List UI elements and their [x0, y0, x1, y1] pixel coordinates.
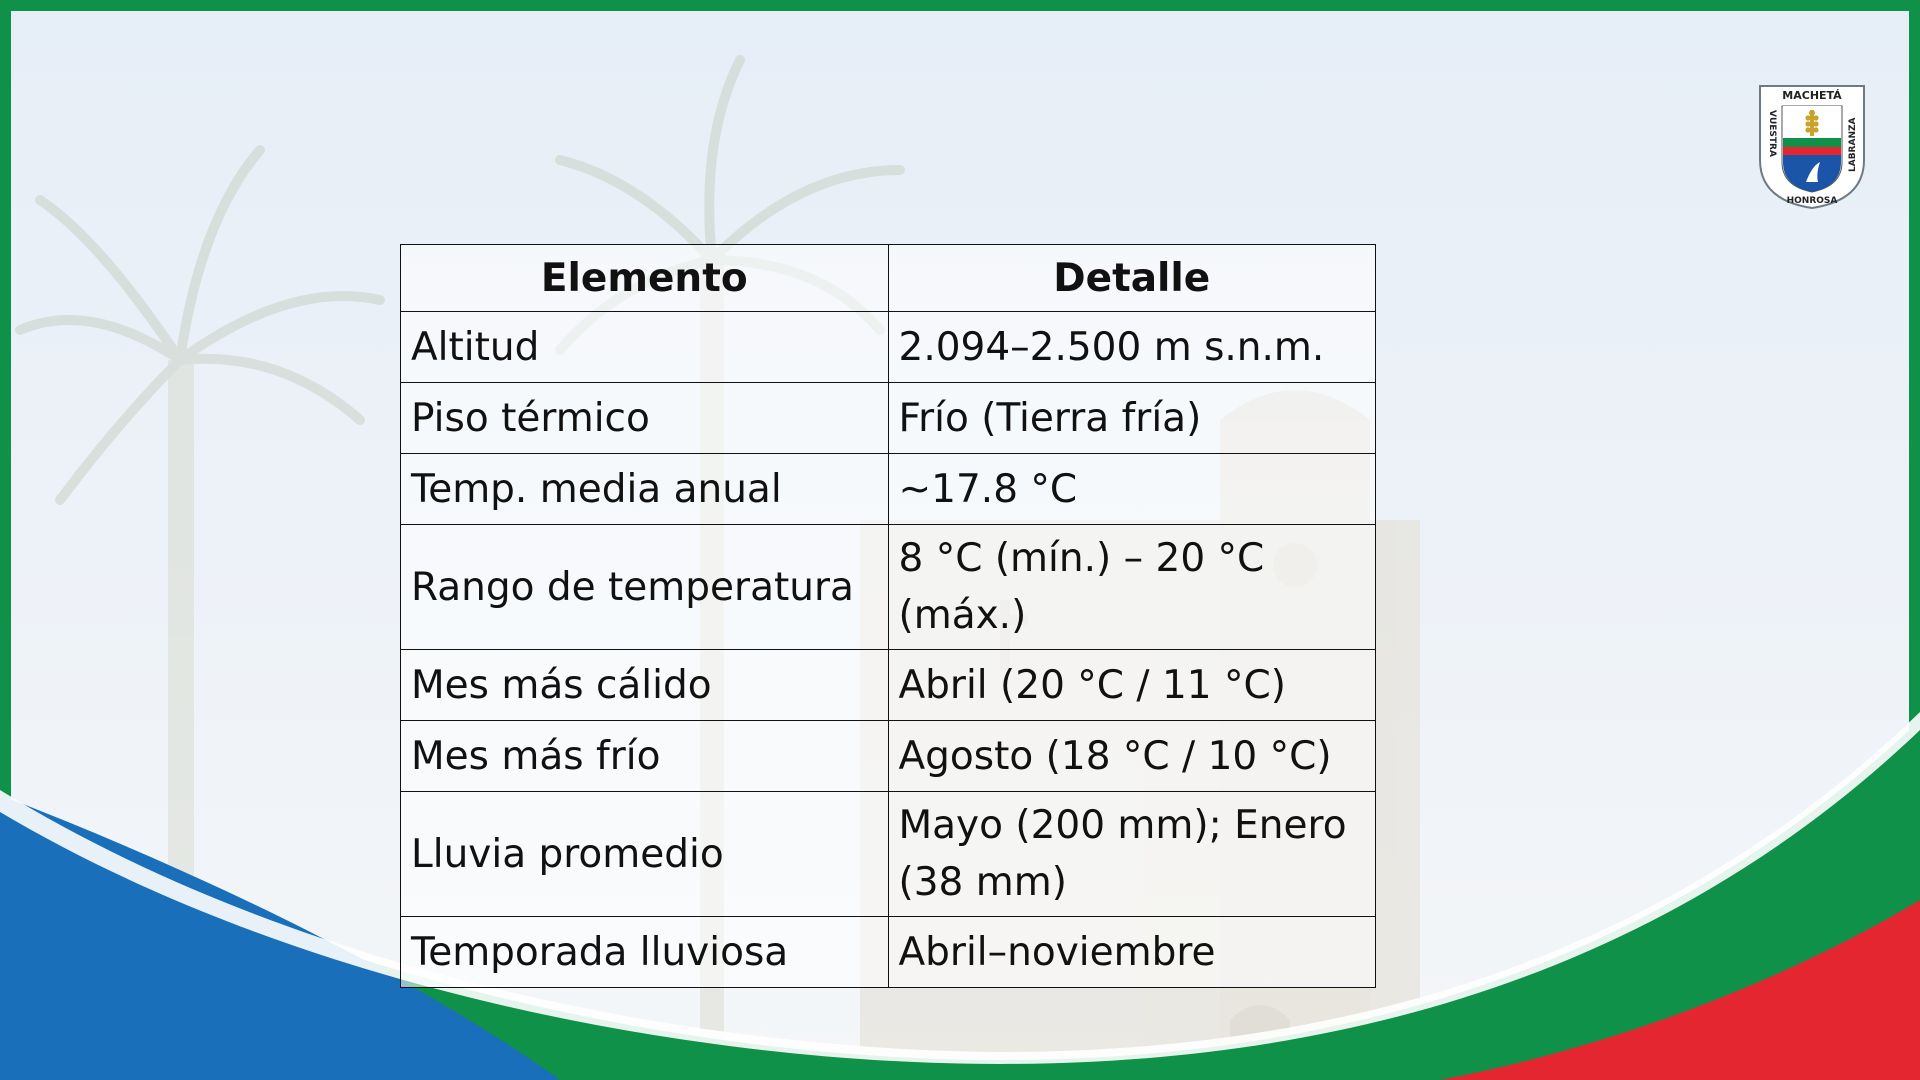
cell-detalle: 8 °C (mín.) – 20 °C (máx.)	[888, 525, 1376, 650]
municipal-shield-logo	[1756, 82, 1868, 212]
header-detalle: Detalle	[888, 245, 1376, 312]
cell-detalle: Abril (20 °C / 11 °C)	[888, 650, 1376, 721]
table-row	[401, 721, 1376, 792]
cell-detalle: 2.094–2.500 m s.n.m.	[888, 312, 1376, 383]
cell-detalle: Agosto (18 °C / 10 °C)	[888, 721, 1376, 792]
cell-elemento: Mes más frío	[401, 721, 889, 792]
logo-bottom-text: HONROSA	[1786, 196, 1838, 206]
cell-elemento: Temporada lluviosa	[401, 917, 889, 988]
table-row	[401, 383, 1376, 454]
table-row	[401, 525, 1376, 650]
shield-emblem-icon	[1756, 82, 1868, 212]
cell-elemento: Piso térmico	[401, 383, 889, 454]
cell-detalle: Mayo (200 mm); Enero (38 mm)	[888, 792, 1376, 917]
cell-detalle: Abril–noviembre	[888, 917, 1376, 988]
cell-elemento: Temp. media anual	[401, 454, 889, 525]
cell-elemento: Rango de temperatura	[401, 525, 889, 650]
table-row	[401, 650, 1376, 721]
logo-top-text: MACHETÁ	[1782, 89, 1842, 102]
climate-table	[400, 244, 1376, 988]
cell-detalle: ~17.8 °C	[888, 454, 1376, 525]
table-header-row	[401, 245, 1376, 312]
cell-elemento: Lluvia promedio	[401, 792, 889, 917]
table-row	[401, 454, 1376, 525]
table-row	[401, 917, 1376, 988]
cell-elemento: Mes más cálido	[401, 650, 889, 721]
logo-left-text: VUESTRA	[1767, 110, 1777, 157]
logo-right-text: LABRANZA	[1848, 117, 1858, 172]
table-row	[401, 792, 1376, 917]
cell-detalle: Frío (Tierra fría)	[888, 383, 1376, 454]
table-row	[401, 312, 1376, 383]
cell-elemento: Altitud	[401, 312, 889, 383]
header-elemento: Elemento	[401, 245, 889, 312]
